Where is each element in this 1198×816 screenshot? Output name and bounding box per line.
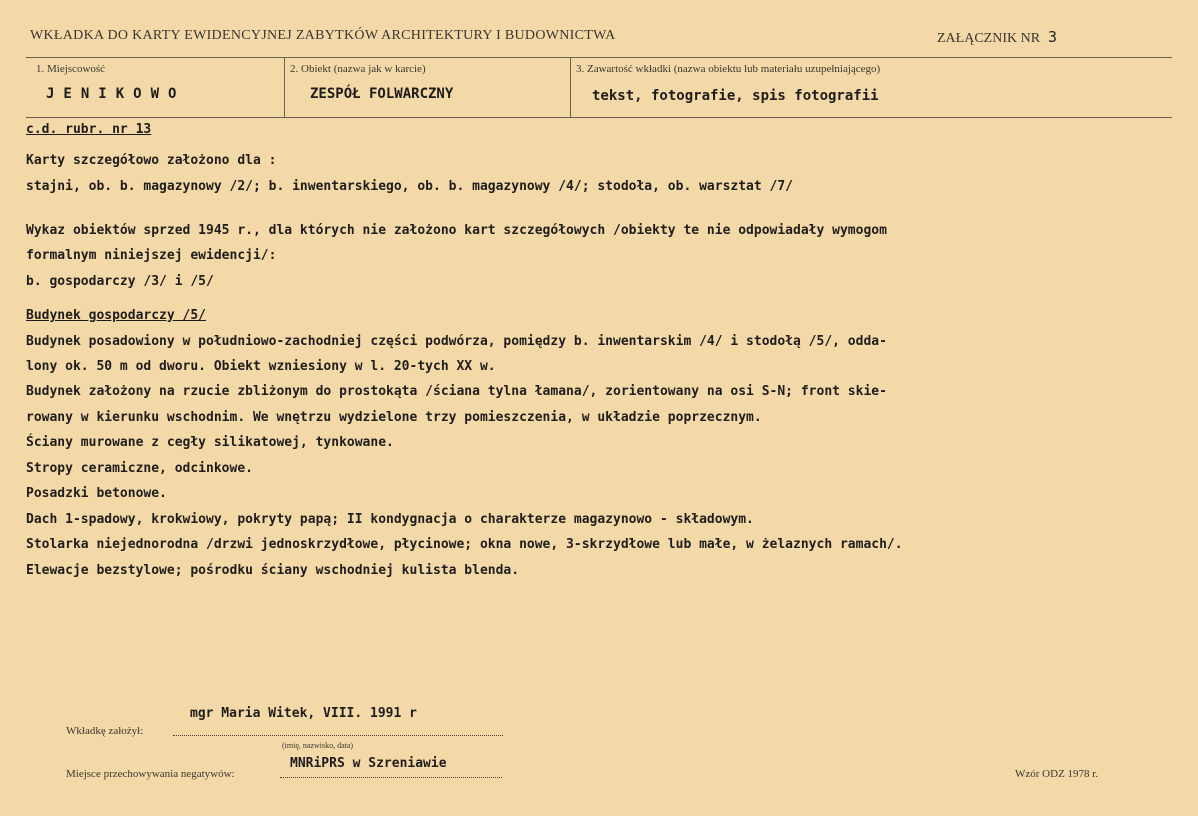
text-line: lony ok. 50 m od dworu. Obiekt wzniesiony w l. 20-tych XX w. [26, 359, 496, 374]
storage-value: MNRiPRS w Szreniawie [290, 756, 447, 771]
author-caption: (imię, nazwisko, data) [282, 741, 354, 750]
form-version: Wzór ODZ 1978 r. [1015, 768, 1099, 780]
author-value: mgr Maria Witek, VIII. 1991 r [190, 706, 417, 721]
locality-value: JENIKOWO [46, 86, 186, 102]
text-line: rowany w kierunku wschodnim. We wnętrzu wydzielone trzy pomieszczenia, w układzie poprzecznym. [26, 410, 762, 425]
locality-label: 1. Miejscowość [36, 63, 106, 75]
annex-label-text: ZAŁĄCZNIK NR [937, 31, 1041, 46]
storage-dotted-line [280, 777, 502, 778]
form-title: WKŁADKA DO KARTY EWIDENCYJNEJ ZABYTKÓW ARCHITEKTURY I BUDOWNICTWA [30, 28, 616, 43]
field-separator-2 [570, 57, 571, 117]
field-separator-1 [284, 57, 285, 117]
section-heading: Budynek gospodarczy /5/ [26, 308, 207, 323]
annex-number: 3 [1048, 28, 1058, 46]
object-value: ZESPÓŁ FOLWARCZNY [310, 86, 454, 102]
author-label: Wkładkę założył: [66, 725, 144, 737]
text-line: Stolarka niejednorodna /drzwi jednoskrzydłowe, płycinowe; okna nowe, 3-skrzydłowe lub małe, w żelaznych ramach/. [26, 537, 903, 552]
text-line: formalnym niniejszej ewidencji/: [26, 248, 277, 263]
text-line: Stropy ceramiczne, odcinkowe. [26, 461, 253, 476]
text-line: Wykaz obiektów sprzed 1945 r., dla których nie założono kart szczegółowych /obiekty te nie odpowiadały wymogom [26, 223, 887, 238]
text-line: Posadzki betonowe. [26, 486, 167, 501]
contents-label: 3. Zawartość wkładki (nazwa obiektu lub materiału uzupełniającego) [576, 63, 881, 75]
contents-value: tekst, fotografie, spis fotografii [592, 88, 879, 104]
text-line: Elewacje bezstylowe; pośrodku ściany wschodniej kulista blenda. [26, 563, 520, 578]
text-line: Karty szczegółowo założono dla : [26, 153, 277, 168]
annex-label [937, 28, 1057, 47]
object-label: 2. Obiekt (nazwa jak w karcie) [290, 63, 426, 75]
header-divider [26, 57, 1172, 58]
text-line: Ściany murowane z cegły silikatowej, tynkowane. [26, 435, 394, 450]
fields-divider [26, 117, 1172, 118]
text-line: Budynek posadowiony w południowo-zachodniej części podwórza, pomiędzy b. inwentarskim /4/ i stodołą /5/, odda- [26, 334, 887, 349]
text-line: b. gospodarczy /3/ i /5/ [26, 274, 214, 289]
text-line: Budynek założony na rzucie zbliżonym do prostokąta /ściana tylna łamana/, zorientowany na osi S-N; front skie- [26, 384, 887, 399]
text-line: stajni, ob. b. magazynowy /2/; b. inwentarskiego, ob. b. magazynowy /4/; stodoła, ob. warsztat /7/ [26, 179, 794, 194]
author-dotted-line [173, 735, 503, 736]
storage-label: Miejsce przechowywania negatywów: [66, 768, 235, 780]
text-line: Dach 1-spadowy, krokwiowy, pokryty papą; II kondygnacja o charakterze magazynowo - składowym. [26, 512, 754, 527]
section-reference: c.d. rubr. nr 13 [26, 122, 152, 137]
